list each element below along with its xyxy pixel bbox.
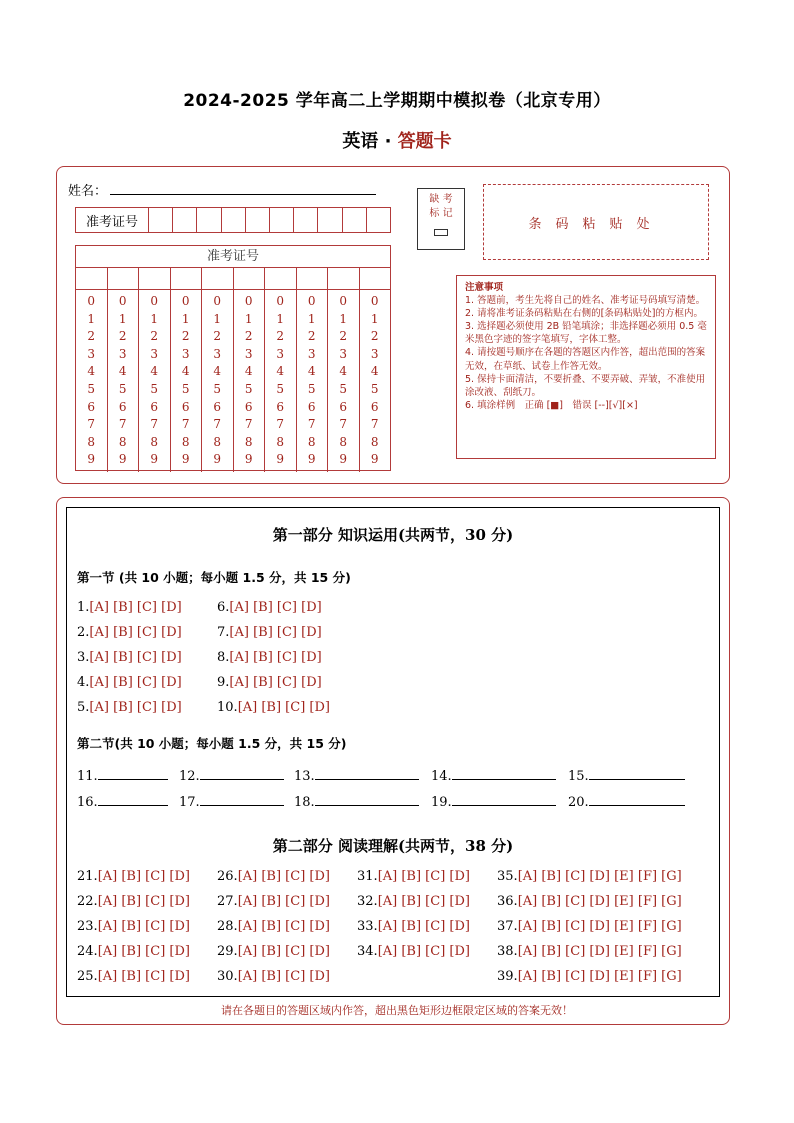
grid-label: 准考证号 bbox=[76, 246, 390, 268]
grid-digit-bubble[interactable]: 0 bbox=[370, 294, 379, 308]
question-options[interactable] bbox=[217, 625, 322, 640]
question-number: 17. bbox=[179, 795, 200, 810]
grid-digit-bubble[interactable]: 7 bbox=[276, 417, 285, 432]
grid-digit-bubble[interactable]: 0 bbox=[118, 294, 127, 308]
grid-digit-bubble[interactable]: 5 bbox=[370, 381, 379, 396]
grid-digit-bubble[interactable]: 7 bbox=[213, 417, 222, 432]
question-number: 39. bbox=[497, 969, 518, 984]
option-choices[interactable]: [A] [B] [C] [D] bbox=[89, 675, 182, 690]
exam-number-cell[interactable] bbox=[270, 208, 294, 232]
grid-digit-bubble[interactable]: 8 bbox=[181, 434, 190, 449]
grid-digit-bubble[interactable]: 0 bbox=[181, 294, 190, 308]
grid-digit-bubble[interactable]: 9 bbox=[339, 452, 348, 467]
question-number: 7. bbox=[217, 625, 230, 640]
question-options[interactable] bbox=[217, 944, 330, 959]
question-number: 24. bbox=[77, 944, 98, 959]
option-choices[interactable]: [A] [B] [C] [D] [E] [F] [G] bbox=[517, 919, 682, 934]
exam-number-cell[interactable] bbox=[246, 208, 270, 232]
grid-write-cell[interactable] bbox=[234, 268, 266, 289]
question-number: 27. bbox=[217, 894, 238, 909]
grid-digit-bubble[interactable]: 9 bbox=[118, 452, 127, 467]
question-number: 21. bbox=[77, 869, 98, 884]
exam-number-cell[interactable] bbox=[149, 208, 173, 232]
grid-digit-bubble[interactable]: 1 bbox=[118, 311, 127, 326]
question-number: 37. bbox=[497, 919, 518, 934]
question-number: 30. bbox=[217, 969, 238, 984]
subtitle-answer-card: 答题卡 bbox=[397, 131, 452, 152]
grid-digit-bubble[interactable]: 6 bbox=[87, 399, 96, 414]
fill-blank[interactable] bbox=[179, 767, 284, 784]
grid-digit-bubble[interactable]: 4 bbox=[150, 364, 159, 379]
question-options[interactable] bbox=[77, 600, 182, 615]
grid-digit-column bbox=[202, 290, 234, 472]
grid-digit-bubble[interactable]: 4 bbox=[244, 364, 253, 379]
grid-digit-bubble[interactable]: 1 bbox=[87, 311, 96, 326]
grid-digit-bubble[interactable]: 2 bbox=[307, 329, 316, 344]
answer-line[interactable] bbox=[200, 767, 284, 780]
question-number: 26. bbox=[217, 869, 238, 884]
grid-digit-bubble[interactable]: 3 bbox=[150, 346, 159, 361]
question-options[interactable] bbox=[217, 600, 322, 615]
grid-digit-bubble[interactable]: 0 bbox=[150, 294, 159, 308]
grid-digit-bubble[interactable]: 0 bbox=[244, 294, 253, 308]
grid-digit-bubble[interactable]: 4 bbox=[370, 364, 379, 379]
question-number: 13. bbox=[294, 769, 315, 784]
grid-digit-bubble[interactable]: 6 bbox=[213, 399, 222, 414]
grid-digit-column bbox=[360, 290, 391, 472]
grid-digit-bubble[interactable]: 0 bbox=[307, 294, 316, 308]
option-choices[interactable]: [A] [B] [C] [D] bbox=[89, 600, 182, 615]
grid-digit-bubble[interactable]: 1 bbox=[213, 311, 222, 326]
grid-digit-bubble[interactable]: 5 bbox=[118, 381, 127, 396]
grid-digit-bubble[interactable]: 8 bbox=[370, 434, 379, 449]
notice-item: 4. 请按题号顺序在各题的答题区内作答，超出范围的答案无效，在草纸、试卷上作答无效。 bbox=[465, 347, 706, 372]
question-number: 12. bbox=[179, 769, 200, 784]
question-number: 28. bbox=[217, 919, 238, 934]
option-choices[interactable]: [A] [B] [C] [D] bbox=[97, 969, 190, 984]
grid-digit-column bbox=[139, 290, 171, 472]
question-number: 3. bbox=[77, 650, 90, 665]
option-choices[interactable]: [A] [B] [C] [D] [E] [F] [G] bbox=[517, 944, 682, 959]
notice-item: 5. 保持卡面清洁，不要折叠、不要弄破、弄皱，不准使用涂改液、刮纸刀。 bbox=[465, 373, 706, 398]
grid-digit-bubble[interactable]: 3 bbox=[118, 346, 127, 361]
grid-digit-bubble[interactable]: 1 bbox=[307, 311, 316, 326]
question-number: 35. bbox=[497, 869, 518, 884]
absent-mark-box bbox=[417, 188, 465, 250]
grid-digit-bubble[interactable]: 6 bbox=[307, 399, 316, 414]
question-options[interactable] bbox=[357, 869, 470, 884]
grid-digit-bubble[interactable]: 3 bbox=[213, 346, 222, 361]
fill-blank[interactable] bbox=[77, 767, 168, 784]
grid-digit-bubble[interactable]: 8 bbox=[118, 434, 127, 449]
question-options[interactable] bbox=[217, 700, 330, 715]
grid-write-cell[interactable] bbox=[328, 268, 360, 289]
question-number: 2. bbox=[77, 625, 90, 640]
question-options[interactable] bbox=[497, 944, 682, 959]
fill-blank[interactable] bbox=[294, 767, 419, 784]
grid-digit-bubble[interactable]: 5 bbox=[181, 381, 190, 396]
question-options[interactable] bbox=[77, 944, 190, 959]
grid-digit-bubble[interactable]: 7 bbox=[118, 417, 127, 432]
exam-number-cell[interactable] bbox=[343, 208, 367, 232]
grid-digit-bubble[interactable]: 3 bbox=[276, 346, 285, 361]
grid-digit-bubble[interactable]: 0 bbox=[213, 294, 222, 308]
option-choices[interactable]: [A] [B] [C] [D] bbox=[237, 894, 330, 909]
grid-digit-bubble[interactable]: 1 bbox=[244, 311, 253, 326]
option-choices[interactable]: [A] [B] [C] [D] bbox=[229, 600, 322, 615]
option-choices[interactable]: [A] [B] [C] [D] bbox=[97, 869, 190, 884]
question-number: 9. bbox=[217, 675, 230, 690]
name-input-line[interactable] bbox=[110, 194, 376, 195]
question-number: 5. bbox=[77, 700, 90, 715]
question-number: 4. bbox=[77, 675, 90, 690]
grid-digit-bubble[interactable]: 1 bbox=[150, 311, 159, 326]
question-options[interactable] bbox=[217, 969, 330, 984]
grid-digit-bubble[interactable]: 7 bbox=[181, 417, 190, 432]
option-choices[interactable]: [A] [B] [C] [D] [E] [F] [G] bbox=[517, 969, 682, 984]
option-choices[interactable]: [A] [B] [C] [D] bbox=[237, 700, 330, 715]
answer-line[interactable] bbox=[589, 767, 685, 780]
option-choices[interactable]: [A] [B] [C] [D] bbox=[89, 625, 182, 640]
grid-digit-column bbox=[76, 290, 108, 472]
barcode-area: 条码粘贴处 bbox=[483, 184, 709, 260]
fill-blank[interactable] bbox=[568, 767, 685, 784]
page-subtitle bbox=[0, 127, 794, 153]
grid-digit-bubble[interactable]: 7 bbox=[339, 417, 348, 432]
name-label: 姓名： bbox=[68, 184, 108, 199]
grid-digit-bubble[interactable]: 4 bbox=[87, 364, 96, 379]
grid-digit-column bbox=[328, 290, 360, 472]
question-number: 22. bbox=[77, 894, 98, 909]
question-number: 15. bbox=[568, 769, 589, 784]
grid-digit-bubble[interactable]: 6 bbox=[244, 399, 253, 414]
grid-write-cell[interactable] bbox=[265, 268, 297, 289]
option-choices[interactable]: [A] [B] [C] [D] bbox=[377, 944, 470, 959]
fill-blank[interactable] bbox=[179, 793, 284, 810]
question-number: 19. bbox=[431, 795, 452, 810]
grid-digit-bubble[interactable]: 1 bbox=[339, 311, 348, 326]
notice-item: 3. 选择题必须使用 2B 铅笔填涂；非选择题必须用 0.5 毫米黑色字迹的签字笔填写，字体工整。 bbox=[465, 321, 707, 346]
grid-digit-bubble[interactable]: 9 bbox=[150, 452, 159, 467]
grid-digit-bubble[interactable]: 3 bbox=[370, 346, 379, 361]
question-number: 14. bbox=[431, 769, 452, 784]
option-choices[interactable]: [A] [B] [C] [D] bbox=[89, 700, 182, 715]
question-number: 34. bbox=[357, 944, 378, 959]
question-number: 38. bbox=[497, 944, 518, 959]
grid-digit-bubble[interactable]: 5 bbox=[150, 381, 159, 396]
grid-digit-column bbox=[234, 290, 266, 472]
fill-blank[interactable] bbox=[431, 793, 556, 810]
question-options[interactable] bbox=[77, 894, 190, 909]
grid-digit-bubble[interactable]: 5 bbox=[339, 381, 348, 396]
option-choices[interactable]: [A] [B] [C] [D] bbox=[229, 625, 322, 640]
grid-write-cell[interactable] bbox=[139, 268, 171, 289]
absent-label-2: 标 记 bbox=[429, 208, 453, 219]
question-options[interactable] bbox=[357, 919, 470, 934]
grid-write-cell[interactable] bbox=[76, 268, 108, 289]
notice-title: 注意事项 bbox=[465, 282, 504, 293]
option-choices[interactable]: [A] [B] [C] [D] bbox=[237, 919, 330, 934]
grid-digit-bubble[interactable]: 2 bbox=[87, 329, 96, 344]
question-number: 31. bbox=[357, 869, 378, 884]
grid-digit-bubble[interactable]: 9 bbox=[213, 452, 222, 467]
question-options[interactable] bbox=[357, 944, 470, 959]
question-options[interactable] bbox=[77, 625, 182, 640]
grid-digit-bubble[interactable]: 9 bbox=[370, 452, 379, 467]
grid-digit-bubble[interactable]: 2 bbox=[150, 329, 159, 344]
grid-digit-bubble[interactable]: 5 bbox=[213, 381, 222, 396]
notice-item: 1. 答题前，考生先将自己的姓名、准考证号码填写清楚。 bbox=[465, 295, 706, 307]
option-choices[interactable]: [A] [B] [C] [D] bbox=[229, 675, 322, 690]
option-choices[interactable]: [A] [B] [C] [D] bbox=[377, 919, 470, 934]
question-number: 16. bbox=[77, 795, 98, 810]
grid-digit-bubble[interactable]: 6 bbox=[370, 399, 379, 414]
question-options[interactable] bbox=[217, 869, 330, 884]
grid-digit-bubble[interactable]: 7 bbox=[150, 417, 159, 432]
question-options[interactable] bbox=[217, 675, 322, 690]
question-number: 11. bbox=[77, 769, 98, 784]
grid-digit-bubble[interactable]: 6 bbox=[118, 399, 127, 414]
grid-digit-bubble[interactable]: 4 bbox=[213, 364, 222, 379]
option-choices[interactable]: [A] [B] [C] [D] bbox=[237, 944, 330, 959]
question-options[interactable] bbox=[77, 969, 190, 984]
grid-digit-bubble[interactable]: 9 bbox=[87, 452, 96, 467]
fill-blank[interactable] bbox=[568, 793, 685, 810]
grid-digit-bubble[interactable]: 2 bbox=[370, 329, 379, 344]
question-options[interactable] bbox=[77, 650, 182, 665]
exam-number-cell[interactable] bbox=[173, 208, 197, 232]
question-number: 32. bbox=[357, 894, 378, 909]
question-number: 25. bbox=[77, 969, 98, 984]
grid-digit-bubble[interactable]: 3 bbox=[307, 346, 316, 361]
question-number: 29. bbox=[217, 944, 238, 959]
option-choices[interactable]: [A] [B] [C] [D] bbox=[97, 894, 190, 909]
footer-warning: 请在各题目的答题区域内作答，超出黑色矩形边框限定区域的答案无效！ bbox=[221, 1004, 573, 1017]
exam-number-label: 准考证号 bbox=[76, 208, 149, 232]
grid-digit-bubble[interactable]: 8 bbox=[213, 434, 222, 449]
subtitle-subject: 英语 · bbox=[342, 131, 398, 152]
grid-digit-columns bbox=[76, 290, 390, 472]
option-choices[interactable]: [A] [B] [C] [D] bbox=[229, 650, 322, 665]
question-options[interactable] bbox=[77, 675, 182, 690]
grid-digit-bubble[interactable]: 5 bbox=[276, 381, 285, 396]
answer-line[interactable] bbox=[98, 793, 168, 806]
option-choices[interactable]: [A] [B] [C] [D] [E] [F] [G] bbox=[517, 894, 682, 909]
grid-digit-column bbox=[265, 290, 297, 472]
question-options[interactable] bbox=[217, 894, 330, 909]
option-choices[interactable]: [A] [B] [C] [D] bbox=[97, 944, 190, 959]
grid-digit-bubble[interactable]: 1 bbox=[370, 311, 379, 326]
option-choices[interactable]: [A] [B] [C] [D] bbox=[377, 869, 470, 884]
grid-digit-bubble[interactable]: 3 bbox=[181, 346, 190, 361]
exam-number-strip bbox=[75, 207, 391, 233]
grid-digit-bubble[interactable]: 3 bbox=[87, 346, 96, 361]
question-number: 20. bbox=[568, 795, 589, 810]
grid-digit-bubble[interactable]: 2 bbox=[244, 329, 253, 344]
answer-line[interactable] bbox=[452, 793, 556, 806]
grid-digit-bubble[interactable]: 7 bbox=[244, 417, 253, 432]
grid-digit-bubble[interactable]: 8 bbox=[150, 434, 159, 449]
grid-digit-column bbox=[108, 290, 140, 472]
option-choices[interactable]: [A] [B] [C] [D] bbox=[97, 919, 190, 934]
grid-write-cell[interactable] bbox=[297, 268, 329, 289]
grid-digit-bubble[interactable]: 2 bbox=[118, 329, 127, 344]
grid-digit-bubble[interactable]: 4 bbox=[339, 364, 348, 379]
grid-digit-bubble[interactable]: 3 bbox=[339, 346, 348, 361]
grid-digit-bubble[interactable]: 1 bbox=[181, 311, 190, 326]
exam-number-grid bbox=[75, 245, 391, 471]
question-number: 8. bbox=[217, 650, 230, 665]
grid-digit-bubble[interactable]: 9 bbox=[181, 452, 190, 467]
grid-write-cell[interactable] bbox=[202, 268, 234, 289]
part1-section1-title: 第一节 (共 10 小题；每小题 1.5 分，共 15 分) bbox=[77, 570, 351, 585]
grid-digit-bubble[interactable]: 8 bbox=[276, 434, 285, 449]
grid-digit-bubble[interactable]: 6 bbox=[339, 399, 348, 414]
answer-line[interactable] bbox=[200, 793, 284, 806]
question-options[interactable] bbox=[77, 919, 190, 934]
grid-digit-bubble[interactable]: 6 bbox=[181, 399, 190, 414]
grid-blank-row bbox=[76, 268, 390, 290]
grid-digit-bubble[interactable]: 9 bbox=[307, 452, 316, 467]
question-options[interactable] bbox=[497, 869, 682, 884]
grid-digit-bubble[interactable]: 9 bbox=[276, 452, 285, 467]
question-number: 6. bbox=[217, 600, 230, 615]
page-title: 2024-2025 学年高二上学期期中模拟卷（北京专用） bbox=[183, 91, 611, 111]
exam-number-cell[interactable] bbox=[197, 208, 221, 232]
grid-digit-bubble[interactable]: 1 bbox=[276, 311, 285, 326]
option-choices[interactable]: [A] [B] [C] [D] [E] [F] [G] bbox=[517, 869, 682, 884]
grid-digit-bubble[interactable]: 2 bbox=[181, 329, 190, 344]
grid-digit-bubble[interactable]: 7 bbox=[87, 417, 96, 432]
question-number: 33. bbox=[357, 919, 378, 934]
fill-blank[interactable] bbox=[431, 767, 556, 784]
answer-line[interactable] bbox=[589, 793, 685, 806]
question-number: 23. bbox=[77, 919, 98, 934]
grid-write-cell[interactable] bbox=[108, 268, 140, 289]
grid-digit-bubble[interactable]: 7 bbox=[370, 417, 379, 432]
absent-mark-checkbox[interactable] bbox=[434, 229, 448, 236]
grid-digit-bubble[interactable]: 8 bbox=[307, 434, 316, 449]
notice-box bbox=[456, 275, 716, 459]
option-choices[interactable]: [A] [B] [C] [D] bbox=[377, 894, 470, 909]
question-options[interactable] bbox=[77, 869, 190, 884]
question-number: 18. bbox=[294, 795, 315, 810]
grid-digit-column bbox=[171, 290, 203, 472]
grid-digit-bubble[interactable]: 0 bbox=[276, 294, 285, 308]
fill-blank[interactable] bbox=[77, 793, 168, 810]
option-choices[interactable]: [A] [B] [C] [D] bbox=[89, 650, 182, 665]
question-options[interactable] bbox=[497, 919, 682, 934]
option-choices[interactable]: [A] [B] [C] [D] bbox=[237, 869, 330, 884]
answer-line[interactable] bbox=[98, 767, 168, 780]
question-options[interactable] bbox=[497, 894, 682, 909]
exam-number-cell[interactable] bbox=[222, 208, 246, 232]
question-options[interactable] bbox=[217, 919, 330, 934]
part2-title: 第二部分 阅读理解(共两节，38 分) bbox=[272, 837, 514, 855]
exam-number-cell[interactable] bbox=[367, 208, 390, 232]
question-number: 36. bbox=[497, 894, 518, 909]
grid-digit-column bbox=[297, 290, 329, 472]
exam-number-cell[interactable] bbox=[318, 208, 342, 232]
part1-section2-title: 第二节(共 10 小题；每小题 1.5 分，共 15 分) bbox=[77, 736, 347, 751]
fill-blank[interactable] bbox=[294, 793, 419, 810]
answer-line[interactable] bbox=[315, 793, 419, 806]
notice-item: 6. 填涂样例 正确 [■] 错误 [--][√][×] bbox=[465, 399, 638, 411]
grid-digit-bubble[interactable]: 9 bbox=[244, 452, 253, 467]
grid-digit-bubble[interactable]: 3 bbox=[244, 346, 253, 361]
grid-digit-bubble[interactable]: 2 bbox=[213, 329, 222, 344]
question-options[interactable] bbox=[497, 969, 682, 984]
grid-digit-bubble[interactable]: 4 bbox=[307, 364, 316, 379]
part1-title: 第一部分 知识运用(共两节，30 分) bbox=[272, 526, 514, 544]
absent-label-1: 缺 考 bbox=[429, 194, 453, 205]
question-number: 1. bbox=[77, 600, 90, 615]
grid-digit-bubble[interactable]: 7 bbox=[307, 417, 316, 432]
option-choices[interactable]: [A] [B] [C] [D] bbox=[237, 969, 330, 984]
grid-digit-bubble[interactable]: 4 bbox=[118, 364, 127, 379]
grid-write-cell[interactable] bbox=[360, 268, 391, 289]
answer-line[interactable] bbox=[452, 767, 556, 780]
grid-digit-bubble[interactable]: 4 bbox=[276, 364, 285, 379]
exam-number-cell[interactable] bbox=[294, 208, 318, 232]
grid-digit-bubble[interactable]: 0 bbox=[87, 294, 96, 308]
grid-digit-bubble[interactable]: 0 bbox=[339, 294, 348, 308]
grid-digit-bubble[interactable]: 2 bbox=[276, 329, 285, 344]
grid-digit-bubble[interactable]: 5 bbox=[87, 381, 96, 396]
grid-digit-bubble[interactable]: 8 bbox=[244, 434, 253, 449]
answer-line[interactable] bbox=[315, 767, 419, 780]
name-row bbox=[68, 180, 107, 199]
grid-digit-bubble[interactable]: 5 bbox=[307, 381, 316, 396]
question-options[interactable] bbox=[357, 894, 470, 909]
grid-digit-bubble[interactable]: 5 bbox=[244, 381, 253, 396]
notice-item: 2. 请将准考证条码粘贴在右侧的[条码粘贴处]的方框内。 bbox=[465, 308, 703, 320]
grid-digit-bubble[interactable]: 6 bbox=[276, 399, 285, 414]
question-options[interactable] bbox=[217, 650, 322, 665]
grid-digit-bubble[interactable]: 8 bbox=[87, 434, 96, 449]
grid-digit-bubble[interactable]: 6 bbox=[150, 399, 159, 414]
question-options[interactable] bbox=[77, 700, 182, 715]
grid-digit-bubble[interactable]: 8 bbox=[339, 434, 348, 449]
question-number: 10. bbox=[217, 700, 238, 715]
grid-write-cell[interactable] bbox=[171, 268, 203, 289]
grid-digit-bubble[interactable]: 4 bbox=[181, 364, 190, 379]
grid-digit-bubble[interactable]: 2 bbox=[339, 329, 348, 344]
